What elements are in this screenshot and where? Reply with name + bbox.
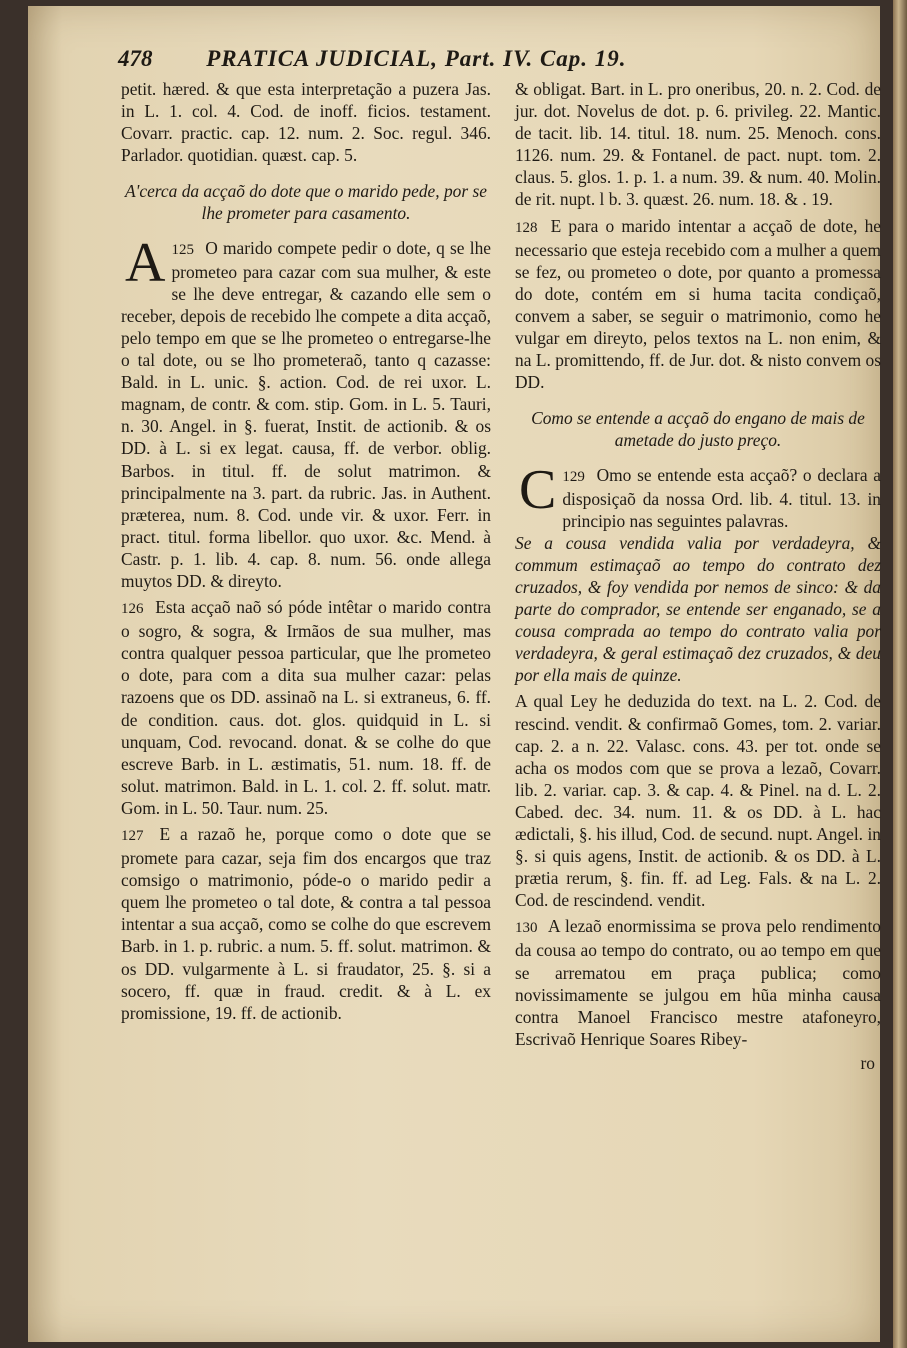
paragraph-text: Esta acçaõ naõ só póde intêtar o marido contra o sogro, & sogra, & Irmãos de sua mulher, mas contra qualquer pessoa particular, que lhe prometeo o dote, para com a dita sua mulher cazar: pelas razoens que os DD. assinaõ na L. si extraneus, 6. ff. de condition. caus. dot. glos. quidquid in L. si unquam, Cod. revocand. donat. & se colhe do que escreve Barb. in L. æstimatis, 51. num. 18. ff. de solut. matrimon. Bald. in L. 1. col. 2. ff. solut. matr. Gom. in L. 50. Taur. num. 25.: [121, 597, 491, 818]
paragraph-127: [121, 823, 491, 1024]
paragraph-text: E a razaõ he, porque como o dote que se promete para cazar, seja fim dos encargos que traz comsigo o matrimonio, póde-o o marido pedir a quem lhe prometeo o tal dote, & contra a tal pessoa intentar a sua acçaõ, como se colhe do que escrevem Barb. in 1. p. rubric. a num. 5. ff. solut. matrimon. & os DD. vulgarmente à L. si fraudator, 25. §. si a socero, ff. quæ in fraud. credit. & à L. ex promissione, 19. ff. de actionib.: [121, 824, 491, 1023]
paragraph-continued: & obligat. Bart. in L. pro oneribus, 20. n. 2. Cod. de jur. dot. Novelus de dot. p. 6. privileg. 22. Mantic. de tacit. lib. 14. titul. 18. num. 25. Menoch. cons. 1126. num. 29. & Fontanel. de pact. nupt. tom. 2. claus. 5. glos. 1. p. 1. a num. 39. & num. 40. Molin. de rit. nupt. l b. 3. quæst. 26. num. 18. & . 19.: [515, 79, 881, 210]
running-header: [118, 46, 858, 72]
paragraph-number: 127: [121, 828, 144, 844]
paragraph-law: A qual Ley he deduzida do text. na L. 2. Cod. de rescind. vendit. & confirmaõ Gomes, tom. 2. variar. cap. 2. a n. 22. Valasc. cons. 43. per tot. onde se acha os modos com que se prova a lezaõ, Covarr. lib. 2. variar. cap. 3. & cap. 4. & Pinel. na d. L. 2. Cabed. dec. 34. num. 11. & os DD. à L. hac ædictali, §. his illud, Cod. de secund. nupt. Angel. in §. si quis agens, Instit. de actionib. & os DD. à L. prætia rerum, §. fin. ff. ad Leg. Fals. & na L. 2. Cod. de rescindend. vendit.: [515, 691, 881, 911]
running-title: PRATICA JUDICIAL, Part. IV. Cap. 19.: [206, 46, 627, 71]
paragraph-128: [515, 215, 881, 394]
paragraph-number: 125: [171, 241, 194, 258]
page-number: 478: [118, 46, 153, 71]
paragraph-text: A lezaõ enormissima se prova pelo rendimento da cousa ao tempo do contrato, ou ao tempo em que se arrematou em praça publica; como novissimamente se julgou em hũa minha causa contra Manoel Francisco mestre atafoneyro, Escrivaõ Henrique Soares Ribey-: [515, 916, 881, 1049]
left-column: [121, 78, 491, 1024]
ordinance-quote: Se a cousa vendida valia por verdadeyra, & commum estimaçaõ ao tempo do contrato dez cruzados, & foy vendida por nemos de sinco: & da parte do comprador, se entende ser enganado, se a cousa comprada ao tempo do contrato valia por verdadeyra, & geral estimaçaõ dez cruzados, & deu por ella mais de quinze.: [515, 532, 881, 686]
paragraph-text: Omo se entende esta acçaõ? o declara a disposiçaõ da nossa Ord. lib. 4. titul. 13. in principio nas seguintes palavras.: [562, 464, 881, 531]
paragraph-130: [515, 915, 881, 1050]
paragraph-text: E para o marido intentar a acçaõ de dote, he necessario que esteja recebido com a mulher a quem se fez, ou prometeo o dote, por quanto a promessa do dote, contém em si huma tacita condiçaõ, convem a saber, se seguir o matrimonio, como he vulgar em direyto, pelos textos na L. non enim, & na L. promittendo, ff. de Jur. dot. & nisto convem os DD.: [515, 215, 881, 393]
paragraph-number: 129: [562, 468, 585, 485]
paragraph-number: 128: [515, 219, 538, 236]
section-heading: Como se entende a acçaõ do engano de mais de ametade do justo preço.: [531, 408, 865, 451]
paragraph-number: 130: [515, 920, 538, 937]
paragraph-text: O marido compete pedir o dote, q se lhe prometeo para cazar com sua mulher, & este se lhe deve entregar, & cazando elle sem o receber, depois de recebido lhe compete a dita acçaõ, pelo tempo em que se lhe prometeo o entregarse-lhe o tal dote, ou se lho prometeraõ, tanto q cazasse: Bald. in L. unic. §. action. Cod. de rei uxor. L. magnam, de contr. & com. stip. Gom. in L. 5. Tauri, n. 30. Angel. in §. fuerat, Instit. de actionib. & os DD. à L. si ex legat. causa, ff. de verbor. oblig. Barbos. in titul. ff. de solut matrimon. & principalmente na 3. part. da rubric. Jas. in Authent. præterea, num. 8. Cod. unde vir. & uxor. Ferr. in pract. titul. forma libellor. quo uxor. &c. Mend. à Castr. p. 1. lib. 4. cap. 8. num. 56. onde allega muytos DD. & direyto.: [121, 237, 491, 591]
paragraph-number: 126: [121, 601, 144, 618]
section-heading: A'cerca da acçaõ do dote que o marido pede, por se lhe prometer para casamento.: [125, 181, 487, 224]
book-edge: [893, 0, 907, 1348]
paragraph-126: [121, 596, 491, 819]
catchword: ro: [860, 1052, 875, 1073]
paragraph-129: [515, 458, 881, 532]
book-page: [28, 6, 880, 1342]
right-column: [515, 78, 881, 1074]
drop-cap: A: [125, 231, 166, 294]
paragraph-continued: petit. hæred. & que esta interpretação a puzera Jas. in L. 1. col. 4. Cod. de inoff. ficios. testament. Covarr. practic. cap. 12. num. 2. Soc. regul. 346. Parlador. quotidian. quæst. cap. 5.: [121, 79, 491, 166]
paragraph-125: [121, 231, 491, 593]
drop-cap: C: [519, 458, 557, 521]
